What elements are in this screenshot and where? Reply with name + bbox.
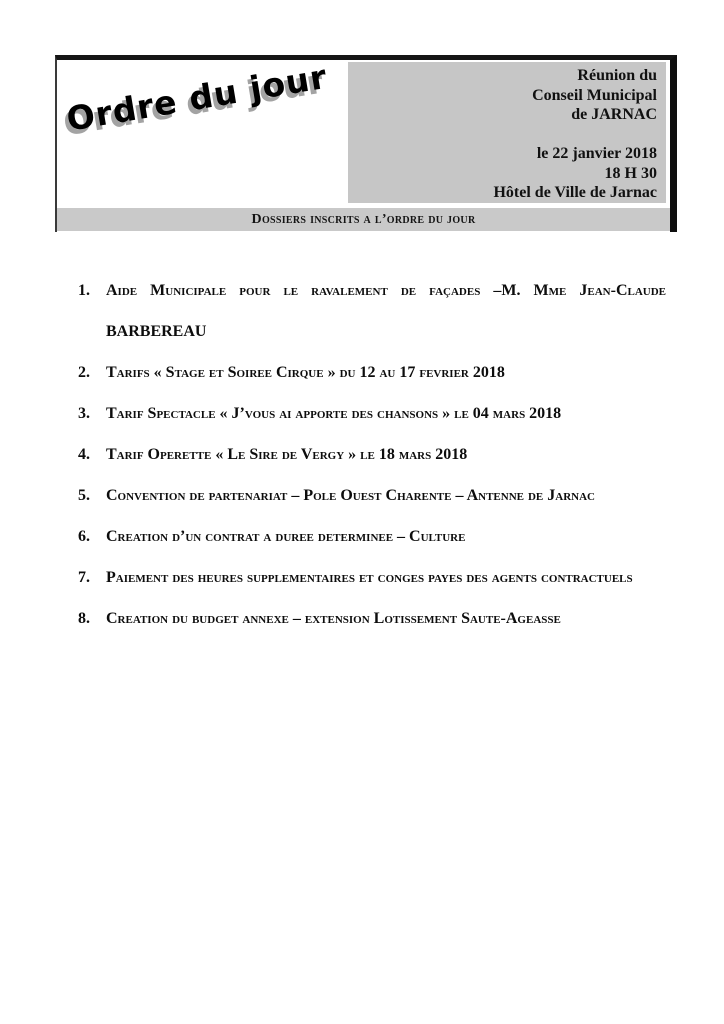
item-number: 3. (78, 405, 90, 422)
wordart-title: Ordre du jour (63, 56, 331, 139)
item-number: 2. (78, 364, 90, 381)
document-header (55, 55, 677, 232)
section-banner: Dossiers inscrits a l’ordre du jour (57, 208, 670, 231)
agenda-item (78, 557, 666, 598)
meeting-info-line: Conseil Municipal (532, 86, 657, 104)
item-text: Creation du budget annexe – extension Lotissement Saute-Ageasse (106, 610, 561, 627)
info-spacer (348, 125, 657, 145)
agenda-item (78, 270, 666, 352)
meeting-place-line: Hôtel de Ville de Jarnac (493, 184, 657, 201)
item-number: 1. (78, 282, 90, 299)
item-number: 6. (78, 528, 90, 545)
meeting-info-box (348, 62, 666, 203)
agenda-item (78, 352, 666, 393)
agenda-list (78, 270, 666, 639)
item-text: Tarifs « Stage et Soiree Cirque » du 12 au 17 fevrier 2018 (106, 364, 505, 381)
meeting-info-line: Réunion du (577, 67, 657, 84)
item-text: Creation d’un contrat a duree determinee – Culture (106, 528, 466, 545)
item-text: Paiement des heures supplementaires et conges payes des agents contractuels (106, 569, 633, 586)
item-number: 4. (78, 446, 90, 463)
item-text: Tarif Operette « Le Sire de Vergy » le 18 mars 2018 (106, 446, 468, 463)
item-text: Aide Municipale pour le ravalement de façades –M. Mme Jean-Claude BARBEREAU (106, 282, 666, 340)
agenda-item (78, 598, 666, 639)
item-text: Tarif Spectacle « J’vous ai apporte des chansons » le 04 mars 2018 (106, 405, 562, 422)
agenda-item (78, 393, 666, 434)
agenda-item (78, 516, 666, 557)
meeting-info-line: de JARNAC (571, 106, 657, 123)
meeting-date-line: le 22 janvier 2018 (536, 145, 657, 162)
item-text: Convention de partenariat – Pole Ouest Charente – Antenne de Jarnac (106, 487, 595, 504)
item-number: 8. (78, 610, 90, 627)
agenda-item (78, 434, 666, 475)
item-number: 7. (78, 569, 90, 586)
item-number: 5. (78, 487, 90, 504)
agenda-item (78, 475, 666, 516)
meeting-time-line: 18 H 30 (604, 164, 657, 182)
